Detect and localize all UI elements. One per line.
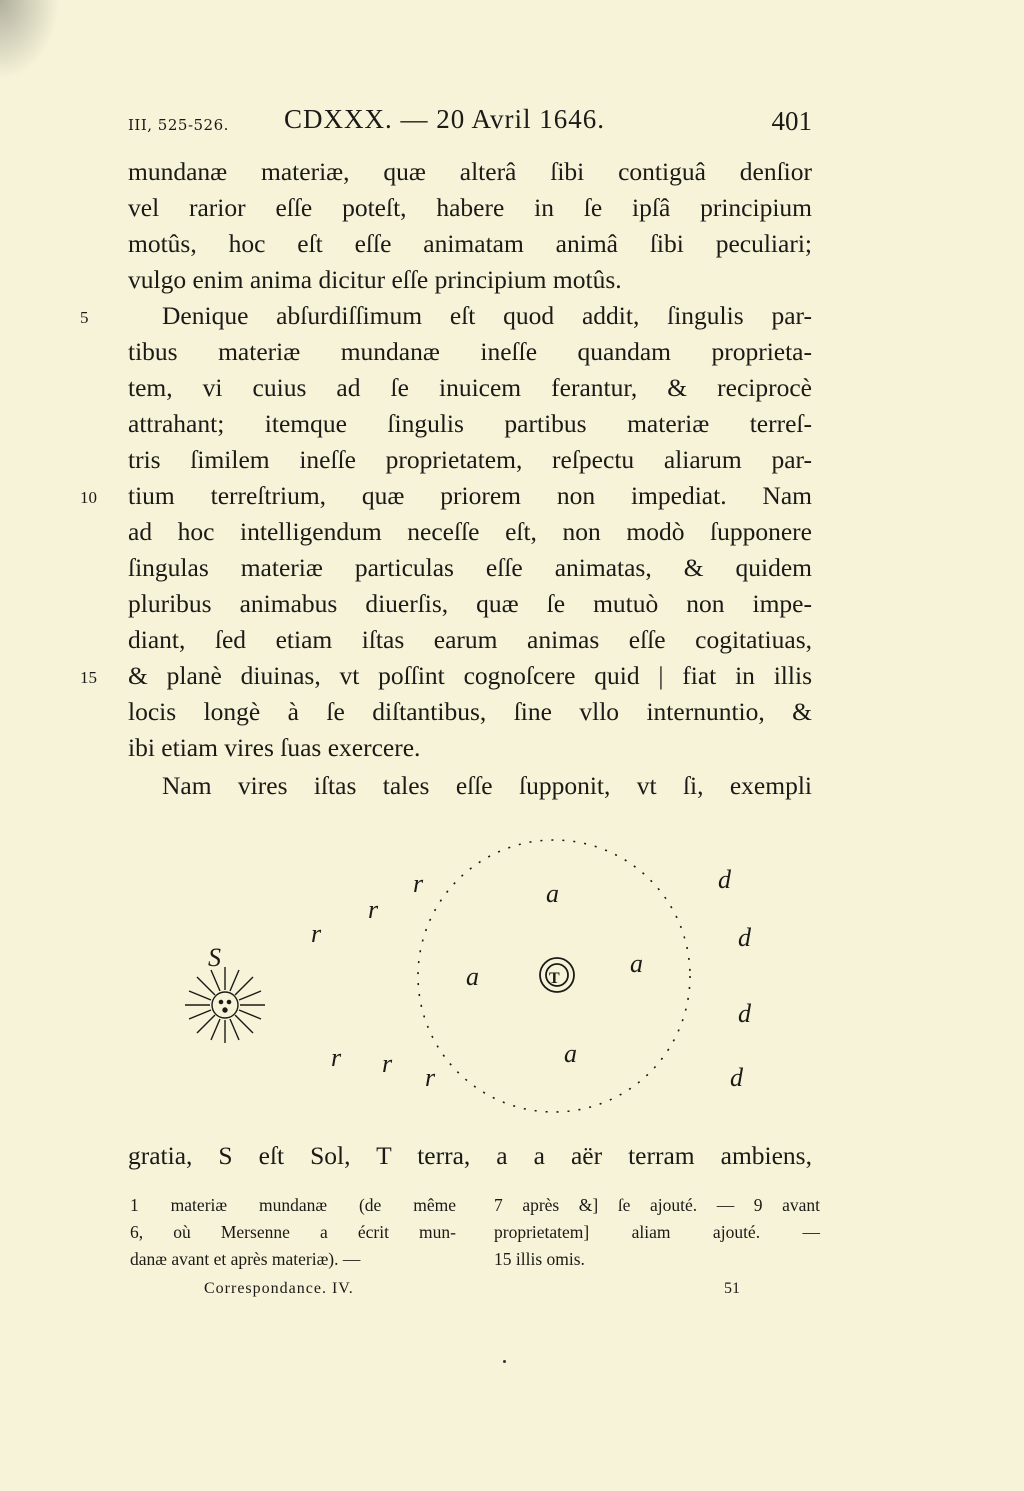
air-label: a xyxy=(564,1039,577,1068)
text-line-after-figure: gratia, S eſt Sol, T terra, a a aër terram ambiens, xyxy=(128,1141,812,1170)
air-label: a xyxy=(546,879,559,908)
note-line: 7 après &] ſe ajouté. — 9 avant xyxy=(494,1195,820,1215)
footer-collection: Correspondance. IV. xyxy=(204,1280,354,1297)
d-label: d xyxy=(738,923,751,952)
text-line: ſingulas materiæ particulas eſſe animatas, & quidem xyxy=(128,553,812,582)
text-line: attrahant; itemque ſingulis partibus materiæ terreſ- xyxy=(128,409,812,438)
print-speck xyxy=(503,1360,506,1363)
line-number: 5 xyxy=(80,308,89,327)
note-line: danæ avant et après materiæ). — xyxy=(130,1249,361,1269)
text-line: tium terreſtrium, quæ priorem non impediat. Nam xyxy=(128,481,812,510)
page-number: 401 xyxy=(771,106,812,136)
header-reference: III, 525-526. xyxy=(128,116,229,134)
text-line: & planè diuinas, vt poſſint cognoſcere quid | fiat in illis xyxy=(128,661,812,690)
r-label: r xyxy=(311,919,322,948)
text-line: ibi etiam vires ſuas exercere. xyxy=(128,733,421,762)
d-label: d xyxy=(738,999,751,1028)
sun-earth-diagram xyxy=(170,820,830,1120)
d-label: d xyxy=(730,1063,743,1092)
footer-signature: 51 xyxy=(724,1280,740,1297)
sun-icon xyxy=(185,967,265,1043)
r-label: r xyxy=(382,1049,393,1078)
line-number: 15 xyxy=(80,668,97,687)
text-line: mundanæ materiæ, quæ alterâ ſibi contiguâ denſior xyxy=(128,157,812,186)
text-line: ad hoc intelligendum neceſſe eſt, non modò ſupponere xyxy=(128,517,812,546)
sun-label: S xyxy=(208,943,221,972)
text-line: tem, vi cuius ad ſe inuicem ferantur, & reciprocè xyxy=(128,373,812,402)
text-line: tibus materiæ mundanæ ineſſe quandam proprieta- xyxy=(128,337,812,366)
text-line: Nam vires iſtas tales eſſe ſupponit, vt ſi, exempli xyxy=(162,771,812,800)
running-header xyxy=(128,104,812,144)
text-line: locis longè à ſe diſtantibus, ſine vllo internuntio, & xyxy=(128,697,812,726)
note-line: proprietatem] aliam ajouté. — xyxy=(494,1222,820,1242)
notes-right-column xyxy=(494,1192,820,1273)
text-line: vulgo enim anima dicitur eſſe principium motûs. xyxy=(128,265,622,294)
page-corner-shadow xyxy=(0,0,60,80)
note-line: 15 illis omis. xyxy=(494,1249,585,1269)
r-label: r xyxy=(368,895,379,924)
d-label: d xyxy=(718,865,731,894)
text-line: motûs, hoc eſt eſſe animatam animâ ſibi peculiari; xyxy=(128,229,812,258)
air-label: a xyxy=(630,949,643,978)
text-line: vel rarior eſſe poteſt, habere in ſe ipſâ principium xyxy=(128,193,812,222)
note-line: 1 materiæ mundanæ (de même xyxy=(130,1195,456,1215)
r-label: r xyxy=(331,1043,342,1072)
note-line: 6, où Mersenne a écrit mun- xyxy=(130,1222,456,1242)
text-line: Denique abſurdiſſimum eſt quod addit, ſingulis par- xyxy=(162,301,812,330)
r-label: r xyxy=(425,1063,436,1092)
line-number: 10 xyxy=(80,488,97,507)
notes-left-column xyxy=(130,1192,456,1273)
earth-label: T xyxy=(549,970,560,987)
text-line: diant, ſed etiam iſtas earum animas eſſe cogitatiuas, xyxy=(128,625,812,654)
header-title: CDXXX. — 20 Avril 1646. xyxy=(284,104,606,134)
r-label: r xyxy=(413,869,424,898)
text-line: pluribus animabus diuerſis, quæ ſe mutuò non impe- xyxy=(128,589,812,618)
text-line: tris ſimilem ineſſe proprietatem, reſpectu aliarum par- xyxy=(128,445,812,474)
air-label: a xyxy=(466,962,479,991)
